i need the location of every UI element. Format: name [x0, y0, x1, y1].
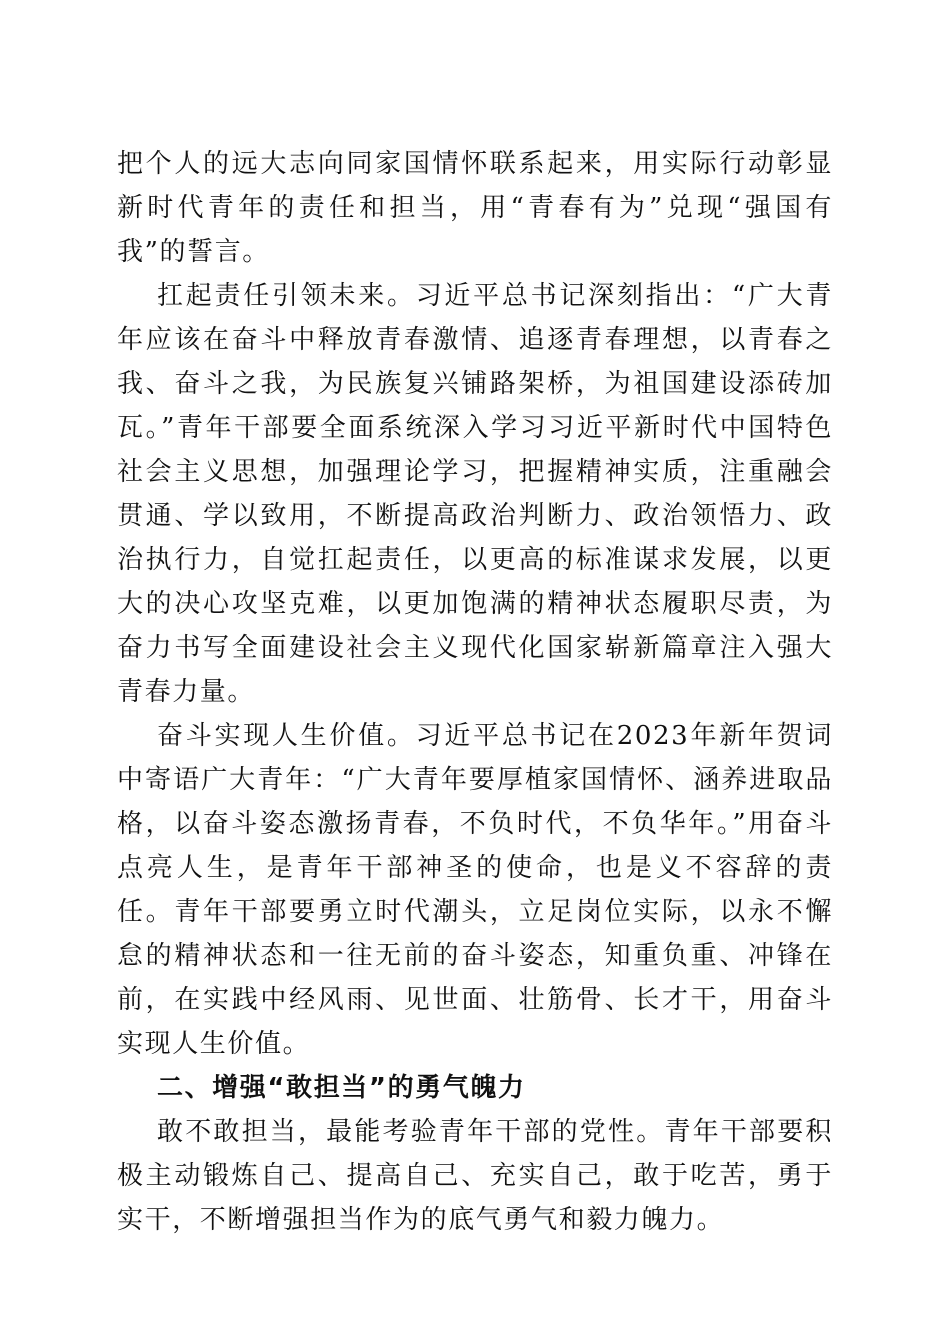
- section-heading: 二、增强“敢担当”的勇气魄力: [157, 1073, 526, 1103]
- paragraph-responsibility: 扛起责任引领未来。习近平总书记深刻指出：“广大青年应该在奋斗中释放青春激情、追逐青春理想，以青春之我、奋斗之我，为民族复兴铺路架桥，为祖国建设添砖加瓦。”青年干部要全面系统深入学习习近平新时代中国特色社会主义思想，加强理论学习，把握精神实质，注重融会贯通、学以致用，不断提高政治判断力、政治领悟力、政治执行力，自觉扛起责任，以更高的标准谋求发展，以更大的决心攻坚克难，以更加饱满的精神状态履职尽责，为奋力书写全面建设社会主义现代化国家崭新篇章注入强大青春力量。: [117, 281, 833, 707]
- paragraph-continuation: 把个人的远大志向同家国情怀联系起来，用实际行动彰显新时代青年的责任和担当，用“青春有为”兑现“强国有我”的誓言。: [117, 149, 833, 267]
- document-page: [117, 142, 833, 1242]
- paragraph-struggle: 奋斗实现人生价值。习近平总书记在2023年新年贺词中寄语广大青年：“广大青年要厚植家国情怀、涵养进取品格，以奋斗姿态激扬青春，不负时代，不负华年。”用奋斗点亮人生，是青年干部神圣的使命，也是义不容辞的责任。青年干部要勇立时代潮头，立足岗位实际，以永不懈怠的精神状态和一往无前的奋斗姿态，知重负重、冲锋在前，在实践中经风雨、见世面、壮筋骨、长才干，用奋斗实现人生价值。: [117, 721, 833, 1059]
- paragraph-section-intro: 敢不敢担当，最能考验青年干部的党性。青年干部要积极主动锻炼自己、提高自己、充实自己，敢于吃苦，勇于实干，不断增强担当作为的底气勇气和毅力魄力。: [117, 1117, 833, 1235]
